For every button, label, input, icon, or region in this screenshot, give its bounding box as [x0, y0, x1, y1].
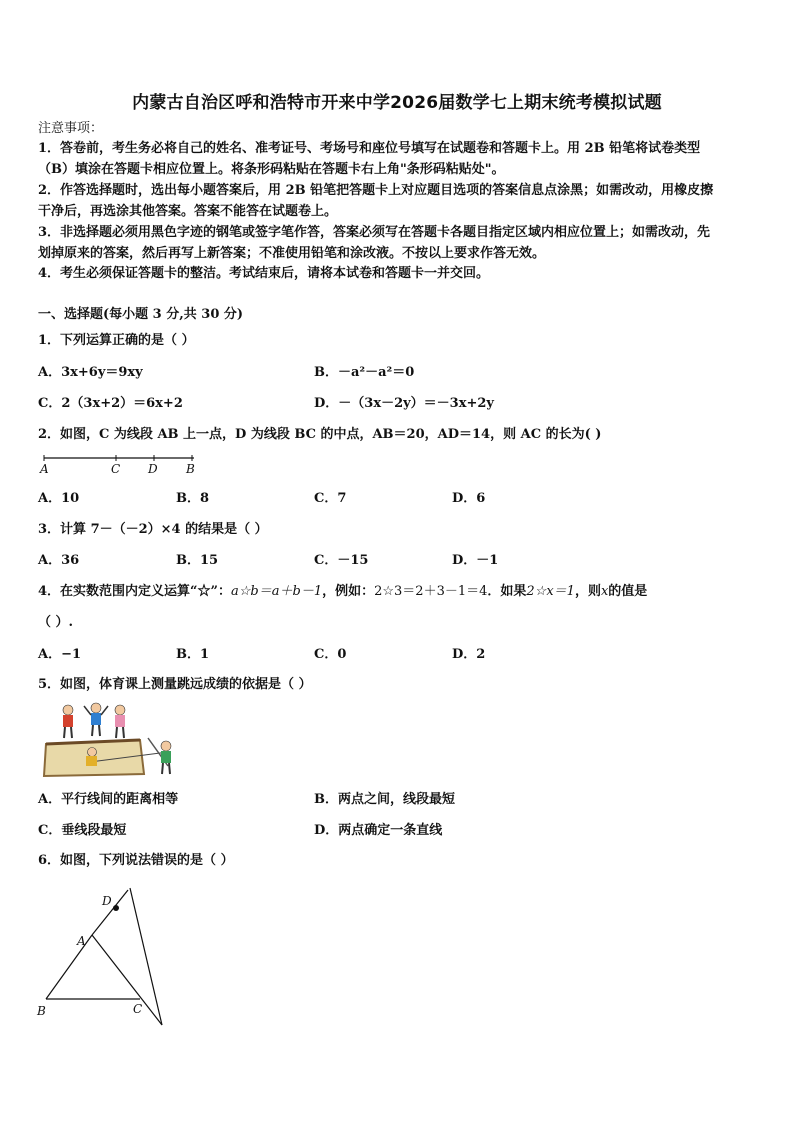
- notice-line: 4．考生必须保证答题卡的整洁。考试结束后，请将本试卷和答题卡一并交回。: [38, 266, 490, 281]
- option-b: B．1: [176, 647, 210, 662]
- option-a: A．−1: [38, 647, 82, 662]
- long-jump-illustration: [40, 700, 190, 782]
- notice-line: 3．非选择题必须用黑色字迹的钢笔或签字笔作答，答案必须写在答题卡各题目指定区域内相应位置上；如需改动，先: [38, 225, 711, 240]
- triangle-diagram: [34, 885, 174, 1030]
- option-c: C．7: [314, 491, 347, 506]
- operation-definition: a☆b＝a＋b－1: [231, 584, 323, 599]
- option-b: B．15: [176, 553, 219, 568]
- point-label-d: D: [102, 894, 112, 908]
- option-d: D．－1: [452, 553, 499, 568]
- point-label-c: C: [133, 1002, 143, 1016]
- option-d: D．2: [452, 647, 486, 662]
- operation-condition: 2☆x＝1: [526, 584, 575, 599]
- option-c: C．0: [314, 647, 347, 662]
- page-title: 内蒙古自治区呼和浩特市开来中学2026届数学七上期末统考模拟试题: [132, 93, 662, 113]
- notice-line: （B）填涂在答题卡相应位置上。将条形码粘贴在答题卡右上角"条形码粘贴处"。: [38, 162, 505, 177]
- option-a: A．3x+6y＝9xy: [38, 365, 143, 380]
- point-label-c: C: [111, 462, 121, 476]
- question-stem: 5．如图，体育课上测量跳远成绩的依据是（ ）: [38, 677, 312, 692]
- stem-text: 的值是: [608, 584, 648, 599]
- point-label-d: D: [148, 462, 158, 476]
- stem-text: ，例如：: [322, 584, 375, 599]
- section-heading: 一、选择题(每小题 3 分,共 30 分): [38, 307, 244, 322]
- question-stem: 2．如图，C 为线段 AB 上一点，D 为线段 BC 的中点，AB＝20，AD＝14，则 AC 的长为( ): [38, 427, 602, 442]
- notice-heading: 注意事项：: [38, 121, 104, 136]
- option-c: C．－15: [314, 553, 369, 568]
- notice-line: 干净后，再选涂其他答案。答案不能答在试题卷上。: [38, 204, 338, 219]
- option-a: A．10: [38, 491, 80, 506]
- question-stem: 1．下列运算正确的是（ ）: [38, 333, 195, 348]
- stem-text: ．如果: [487, 584, 527, 599]
- question-stem: 6．如图，下列说法错误的是（ ）: [38, 853, 234, 868]
- option-b: B．8: [176, 491, 210, 506]
- operation-example: 2☆3＝2＋3－1＝4: [374, 584, 488, 599]
- option-d: D．6: [452, 491, 486, 506]
- stem-text: ，则: [574, 584, 601, 599]
- option-d: D．－（3x－2y）＝－3x+2y: [314, 396, 494, 411]
- question-stem: [38, 584, 647, 600]
- option-b: B．两点之间，线段最短: [314, 792, 455, 807]
- notice-line: 划掉原来的答案，然后再写上新答案；不准使用铅笔和涂改液。不按以上要求作答无效。: [38, 246, 546, 261]
- option-c: C．2（3x+2）＝6x+2: [38, 396, 183, 411]
- answer-blank: （ ）.: [38, 615, 74, 630]
- segment-diagram: [34, 450, 204, 480]
- option-a: A．平行线间的距离相等: [38, 792, 179, 807]
- notice-line: 1．答卷前，考生务必将自己的姓名、准考证号、考场号和座位号填写在试题卷和答题卡上。用 2B 铅笔将试卷类型: [38, 141, 701, 156]
- stem-text: 4．在实数范围内定义运算“☆”：: [38, 584, 232, 599]
- variable-x: x: [600, 584, 609, 599]
- notice-line: 2．作答选择题时，选出每小题答案后，用 2B 铅笔把答题卡上对应题目选项的答案信息点涂黑；如需改动，用橡皮擦: [38, 183, 714, 198]
- point-label-b: B: [186, 462, 195, 476]
- option-c: C．垂线段最短: [38, 823, 127, 838]
- point-label-a: A: [77, 934, 86, 948]
- option-a: A．36: [38, 553, 80, 568]
- question-stem: 3．计算 7－（－2）×4 的结果是（ ）: [38, 522, 268, 537]
- point-label-a: A: [40, 462, 49, 476]
- option-d: D．两点确定一条直线: [314, 823, 443, 838]
- point-label-b: B: [37, 1004, 46, 1018]
- option-b: B．－a²－a²＝0: [314, 365, 415, 380]
